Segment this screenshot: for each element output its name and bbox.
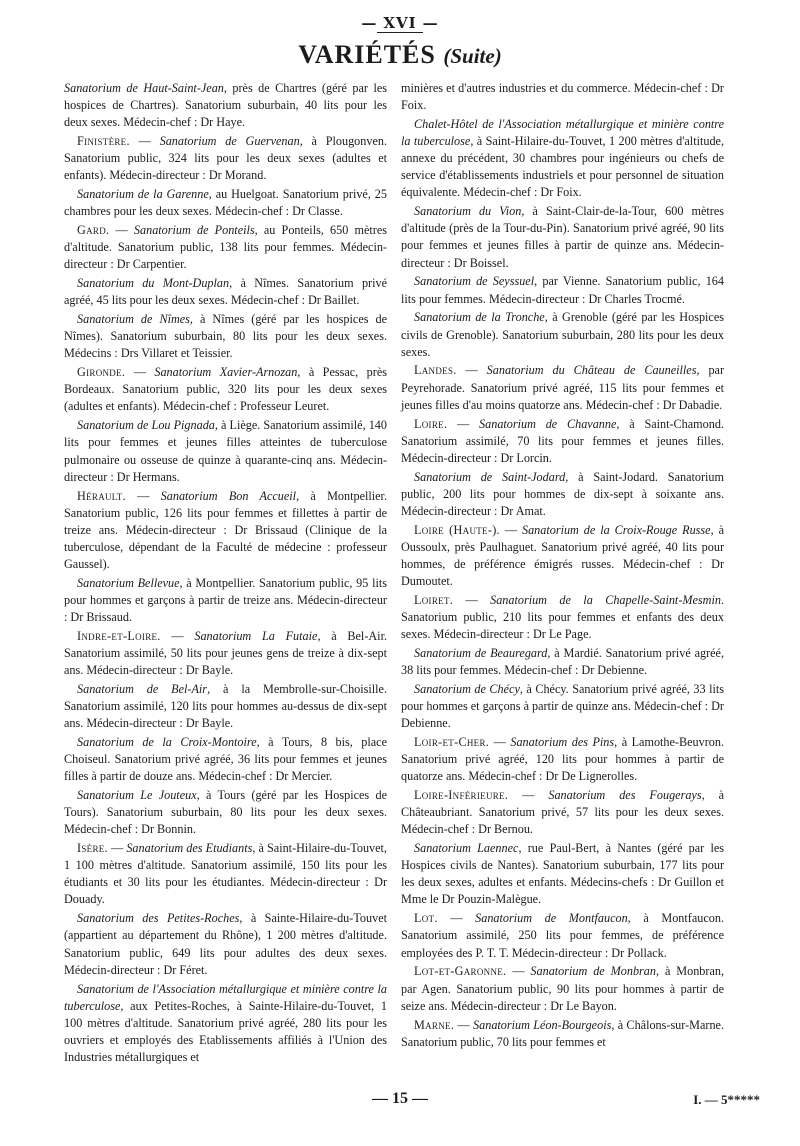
- department-name: Lot.: [414, 911, 438, 926]
- text-columns: [64, 80, 746, 1090]
- entry-paragraph: Loir-et-Cher. — Sanatorium des Pins, à Lamothe-Beuvron. Sanatorium privé agréé, 120 lits pour hommes à partir de quatorze ans. Médecin-chef : Dr De Lignerolles.: [401, 735, 725, 784]
- entry-paragraph: [64, 417, 387, 485]
- entry-text: , à Saint-Chamond. Sanatorium assimilé, 70 lits pour femmes et jeunes filles. Médecin-directeur : Dr Lorcin.: [401, 416, 724, 465]
- sanatorium-name: Sanatorium des Etudiants: [126, 841, 253, 856]
- sanatorium-name: Sanatorium de Monbran: [530, 964, 656, 979]
- entry-text: , aux Petites-Roches, à Sainte-Hilaire-du-Touvet, 1 100 mètres d'altitude. Sanatorium privé agréé, 280 lits pour les ouvriers et employés des Etablissements affiliés à l'Union des Industries métallurgiques et: [64, 998, 387, 1064]
- entry-paragraph: [64, 681, 387, 732]
- sanatorium-name: Sanatorium de Haut-Saint-Jean: [64, 81, 224, 95]
- department-name: Finistère.: [77, 134, 130, 149]
- sanatorium-name: Sanatorium de Guervenan: [159, 134, 300, 149]
- sanatorium-name: Sanatorium du Château de Cauneilles: [486, 363, 697, 378]
- entry-paragraph: Loire. — Sanatorium de Chavanne, à Saint-Chamond. Sanatorium assimilé, 70 lits pour femmes et jeunes filles. Médecin-directeur : Dr Lorcin.: [401, 416, 724, 465]
- sanatorium-name: Sanatorium de la Chapelle-Saint-Mesmin: [490, 592, 721, 607]
- entry-text: , à Tours (géré par les Hospices de Tours). Sanatorium suburbain, 80 lits pour les deux sexes. Médecin-chef : Dr Bonnin.: [64, 788, 387, 837]
- entry-text: , à Montpellier. Sanatorium public, 95 lits pour hommes et garçons à partir de treize ans. Médecin-directeur : Dr Brissaud.: [64, 575, 387, 624]
- entry-paragraph: Lot. — Sanatorium de Montfaucon, à Montfaucon. Sanatorium assimilé, 250 lits pour femmes, de préférence employées des P. T. T. Médecin-directeur : Dr Pollack.: [401, 911, 724, 960]
- entry-text: , à Saint-Jodard. Sanatorium public, 200 lits pour hommes de dix-sept à soixante ans. Médecin-directeur : Dr Amat.: [401, 469, 724, 518]
- entry-text: , à Oussoulx, près Paulhaguet. Sanatorium privé agréé, 40 lits pour hommes, de préférence émigrés russes. Médecin-chef : Dr Dumoutet.: [401, 522, 724, 588]
- sanatorium-name: Sanatorium de Saint-Jodard: [414, 469, 566, 484]
- entry-paragraph: [401, 681, 724, 732]
- page-title: [0, 40, 800, 70]
- entry-text: minières et d'autres industries et du commerce. Médecin-chef : Dr Foix.: [401, 81, 724, 113]
- sanatorium-name: Sanatorium de Montfaucon: [475, 911, 628, 926]
- entry-text: , au Ponteils, 650 mètres d'altitude. Sanatorium public, 138 lits pour femmes. Médecin-directeur : Dr Carpentier.: [64, 223, 388, 272]
- entry-text: , à la Membrolle-sur-Choisille. Sanatorium assimilé, 120 lits pour hommes au-dessus de dix-sept ans. Médecin-directeur : Dr Bayle.: [64, 681, 387, 731]
- department-name: Indre-et-Loire.: [77, 628, 161, 643]
- page-number-roman: — XVI —: [361, 14, 439, 32]
- department-name: Marne.: [414, 1017, 455, 1032]
- entry-text: , à Nîmes. Sanatorium privé agréé, 45 lits pour les deux sexes. Médecin-chef : Dr Baillet.: [64, 276, 387, 308]
- sanatorium-name: Sanatorium Laennec: [414, 841, 519, 856]
- entry-paragraph: [401, 645, 724, 679]
- sanatorium-name: Sanatorium de la Croix-Rouge Russe: [521, 522, 711, 537]
- title-main: VARIÉTÉS: [298, 40, 436, 69]
- sanatorium-name: Sanatorium de l'Association métallurgique et minière contre la tuberculose: [64, 981, 387, 1013]
- page-number: — 15 —: [372, 1090, 428, 1107]
- entry-text: , par Vienne. Sanatorium public, 164 lits pour femmes. Médecin-directeur : Dr Charles Trocmé.: [401, 274, 724, 306]
- entry-paragraph: Isère. — Sanatorium des Etudiants, à Saint-Hilaire-du-Touvet, 1 100 mètres d'altitude. Sanatorium assimilé, 150 lits pour les étudiants et 30 lits pour les étudiantes. Médecin-directeur : Dr Douady.: [64, 841, 387, 907]
- entry-text: , à Sainte-Hilaire-du-Touvet (appartient au département du Rhône), 1 200 mètres d'altitude. Sanatorium public, 649 lits pour adultes des deux sexes. Médecin-directeur : Dr Féret.: [64, 911, 387, 977]
- entry-text: , à Monbran, par Agen. Sanatorium public, 90 lits pour hommes à partir de seize ans. Médecin-directeur : Dr Le Bayon.: [401, 964, 725, 1013]
- sanatorium-name: Sanatorium du Vion: [414, 204, 522, 219]
- entry-text: . Sanatorium public, 210 lits pour femmes et enfants des deux sexes. Médecin-directeur : Dr Le Page.: [401, 592, 725, 642]
- entry-text: , à Tours, 8 bis, place Choiseul. Sanatorium privé agréé, 36 lits pour femmes et jeunes filles à partir de douze ans. Médecin-chef : Dr Mercier.: [64, 735, 387, 784]
- entry-paragraph: [64, 80, 387, 131]
- entry-text: , à Montfaucon. Sanatorium assimilé, 250 lits pour femmes, de préférence employées des P. T. T. Médecin-directeur : Dr Pollack.: [401, 911, 724, 960]
- entry-paragraph: [64, 910, 387, 978]
- entry-paragraph: Finistère. — Sanatorium de Guervenan, à Plougonven. Sanatorium public, 324 lits pour les deux sexes (adultes et enfants). Médecin-directeur : Dr Morand.: [64, 134, 388, 183]
- entry-text: , à Saint-Hilaire-du-Touvet, 1 200 mètres d'altitude, annexe du précédent, 30 chambres pour ingénieurs ou chefs de service d'établissements industriels et pour personnel de situation équivalente. Médecin-chef : Dr Foix.: [401, 134, 724, 200]
- sanatorium-name: Sanatorium de Beauregard: [414, 645, 548, 660]
- entry-paragraph: Loiret. — Sanatorium de la Chapelle-Saint-Mesmin. Sanatorium public, 210 lits pour femmes et enfants des deux sexes. Médecin-directeur : Dr Le Page.: [401, 592, 725, 642]
- entry-text: , au Huelgoat. Sanatorium privé, 25 chambres pour les deux sexes. Médecin-chef : Dr Classe.: [64, 187, 387, 219]
- department-name: Hérault.: [77, 488, 126, 503]
- entry-text: , à Bel-Air. Sanatorium assimilé, 50 lits pour jeunes gens de treize à dix-sept ans. Médecin-directeur : Dr Bayle.: [64, 628, 387, 678]
- sanatorium-name: Sanatorium de la Croix-Montoire: [77, 735, 257, 750]
- entry-paragraph: Landes. — Sanatorium du Château de Cauneilles, par Peyrehorade. Sanatorium privé agréé, 115 lits pour femmes et jeunes filles d'au moins quatorze ans. Médecin-chef : Dr Dabadie.: [401, 363, 725, 412]
- entry-text: , à Châteaubriant. Sanatorium privé, 57 lits pour les deux sexes. Médecin-chef : Dr Bernou.: [401, 788, 724, 837]
- signature-mark: I. — 5*****: [693, 1092, 760, 1107]
- department-name: Loiret.: [414, 592, 454, 607]
- entry-paragraph: [64, 734, 387, 785]
- entry-text: , à Saint-Clair-de-la-Tour, 600 mètres d'altitude (près de la Tour-du-Pin). Sanatorium privé agréé, 90 lits pour femmes et jeunes filles à partir de quinze ans. Médecin-directeur : Dr Boissel.: [401, 204, 724, 270]
- entry-paragraph: [64, 311, 387, 362]
- sanatorium-name: Sanatorium de Bel-Air: [77, 681, 208, 696]
- entry-paragraph: [401, 469, 724, 520]
- entry-text: , à Pessac, près Bordeaux. Sanatorium public, 320 lits pour les deux sexes (adultes et enfants). Médecin-chef : Professeur Leuret.: [64, 365, 387, 414]
- department-name: Loire-Inférieure.: [414, 788, 509, 803]
- entry-paragraph: Loire (Haute-). — Sanatorium de la Croix-Rouge Russe, à Oussoulx, près Paulhaguet. Sanatorium privé agréé, 40 lits pour hommes, de préférence émigrés russes. Médecin-chef : Dr Dumoutet.: [401, 522, 724, 588]
- entry-text: , à Grenoble (géré par les Hospices civils de Grenoble). Sanatorium suburbain, 280 lits pour les deux sexes.: [401, 310, 724, 359]
- entry-paragraph: Gironde. — Sanatorium Xavier-Arnozan, à Pessac, près Bordeaux. Sanatorium public, 320 lits pour les deux sexes (adultes et enfants). Médecin-chef : Professeur Leuret.: [64, 365, 387, 414]
- sanatorium-name: Sanatorium de Lou Pignada: [77, 418, 215, 433]
- entry-paragraph: Loire-Inférieure. — Sanatorium des Fougerays, à Châteaubriant. Sanatorium privé, 57 lits pour les deux sexes. Médecin-chef : Dr Bernou.: [401, 788, 724, 837]
- department-name: Gironde.: [77, 365, 126, 380]
- entry-text: , à Liège. Sanatorium assimilé, 140 lits pour femmes et jeunes filles atteintes de tuberculose pulmonaire ou osseuse de quinze à quarante-cinq ans. Médecin-directeur : Dr Hermans.: [64, 418, 387, 484]
- entry-text: , à Mardié. Sanatorium privé agréé, 38 lits pour femmes. Médecin-chef : Dr Debienne.: [401, 645, 725, 678]
- sanatorium-name: Sanatorium des Fougerays: [548, 788, 702, 803]
- entry-text: , près de Chartres (géré par les hospices de Chartres). Sanatorium suburbain, 40 lits pour les deux sexes. Médecin-chef : Dr Haye.: [64, 81, 387, 130]
- entry-paragraph: [401, 273, 724, 307]
- sanatorium-name: Sanatorium Bon Accueil: [160, 488, 297, 503]
- entry-text: , à Lamothe-Beuvron. Sanatorium privé agréé, 120 lits pour hommes à partir de quatorze ans. Médecin-chef : Dr De Lignerolles.: [401, 735, 725, 784]
- sanatorium-name: Chalet-Hôtel de l'Association métallurgique et minière contre la tuberculose: [401, 116, 724, 149]
- department-name: Loire (Haute-).: [414, 522, 500, 537]
- entry-text: , à Plougonven. Sanatorium public, 324 lits pour les deux sexes (adultes et enfants). Médecin-directeur : Dr Morand.: [64, 134, 388, 183]
- sanatorium-name: Sanatorium de Ponteils: [133, 223, 255, 238]
- left-column: [64, 80, 387, 1068]
- sanatorium-name: Sanatorium Le Jouteux: [77, 788, 197, 803]
- sanatorium-name: Sanatorium des Pins: [510, 735, 615, 750]
- sanatorium-name: Sanatorium de Seyssuel: [414, 274, 535, 289]
- sanatorium-name: Sanatorium de la Garenne: [77, 187, 209, 202]
- entry-paragraph: Hérault. — Sanatorium Bon Accueil, à Montpellier. Sanatorium public, 126 lits pour femmes et fillettes à partir de treize ans. Médecin-directeur : Dr Brissaud (Clinique de la tuberculose, dépendant de la Faculté de médecine : professeur Gaussel).: [64, 488, 387, 571]
- entry-paragraph: Indre-et-Loire. — Sanatorium La Futaie, à Bel-Air. Sanatorium assimilé, 50 lits pour jeunes gens de treize à dix-sept ans. Médecin-directeur : Dr Bayle.: [64, 628, 387, 678]
- entry-text: , à Chécy. Sanatorium privé agréé, 33 lits pour hommes et garçons à partir de quinze ans. Médecin-chef : Dr Debienne.: [401, 681, 725, 731]
- entry-paragraph: [64, 787, 387, 838]
- entry-paragraph: [401, 80, 724, 114]
- entry-paragraph: [64, 981, 387, 1066]
- sanatorium-name: Sanatorium La Futaie: [194, 628, 318, 643]
- right-column: [401, 80, 724, 1053]
- entry-paragraph: [401, 116, 724, 201]
- sanatorium-name: Sanatorium de Nîmes: [77, 312, 190, 327]
- entry-text: , rue Paul-Bert, à Nantes (géré par les Hospices civils de Nantes). Sanatorium suburbain, 177 lits pour les deux sexes, adultes et enfants. Médecins-chefs : Dr Guillon et Mme le Dr Pouzin-Malègue.: [401, 841, 725, 907]
- entry-text: , par Peyrehorade. Sanatorium privé agréé, 115 lits pour femmes et jeunes filles d'au moins quatorze ans. Médecin-chef : Dr Dabadie.: [401, 363, 725, 412]
- title-suffix: (Suite): [443, 44, 502, 68]
- department-name: Isère.: [77, 841, 108, 856]
- department-name: Gard.: [77, 223, 110, 238]
- sanatorium-name: Sanatorium du Mont-Duplan: [77, 276, 230, 291]
- sanatorium-name: Sanatorium de la Tronche: [414, 310, 545, 325]
- sanatorium-name: Sanatorium de Chavanne: [479, 416, 617, 431]
- entry-text: , à Nîmes (géré par les hospices de Nîmes). Sanatorium suburbain, 80 lits pour les deux sexes. Médecins : Drs Villaret et Teissier.: [64, 312, 387, 361]
- department-name: Loire.: [414, 416, 448, 431]
- entry-paragraph: [64, 575, 387, 626]
- sanatorium-name: Sanatorium des Petites-Roches: [77, 911, 240, 926]
- entry-paragraph: Gard. — Sanatorium de Ponteils, au Ponteils, 650 mètres d'altitude. Sanatorium public, 138 lits pour femmes. Médecin-directeur : Dr Carpentier.: [64, 223, 388, 272]
- department-name: Landes.: [414, 363, 457, 378]
- entry-paragraph: [401, 840, 724, 908]
- sanatorium-name: Sanatorium de Chécy: [414, 681, 520, 696]
- entry-paragraph: [64, 186, 387, 220]
- entry-text: , à Châlons-sur-Marne. Sanatorium public, 70 lits pour femmes et: [401, 1017, 725, 1049]
- department-name: Loir-et-Cher.: [414, 735, 490, 750]
- entry-text: , à Saint-Hilaire-du-Touvet, 1 100 mètres d'altitude. Sanatorium assimilé, 150 lits pour les étudiants et 30 lits pour les étudiantes. Médecin-directeur : Dr Douady.: [64, 841, 387, 907]
- entry-paragraph: Marne. — Sanatorium Léon-Bourgeois, à Châlons-sur-Marne. Sanatorium public, 70 lits pour femmes et: [401, 1017, 725, 1049]
- entry-paragraph: [401, 309, 724, 360]
- entry-text: , à Montpellier. Sanatorium public, 126 lits pour femmes et fillettes à partir de treize ans. Médecin-directeur : Dr Brissaud (Clinique de la tuberculose, dépendant de la Faculté de médecine : professeur Gaussel).: [64, 488, 387, 571]
- sanatorium-name: Sanatorium Xavier-Arnozan: [154, 365, 298, 380]
- sanatorium-name: Sanatorium Léon-Bourgeois: [473, 1017, 612, 1032]
- entry-paragraph: Lot-et-Garonne. — Sanatorium de Monbran, à Monbran, par Agen. Sanatorium public, 90 lits pour hommes à partir de seize ans. Médecin-directeur : Dr Le Bayon.: [401, 964, 725, 1013]
- entry-paragraph: [64, 275, 387, 309]
- department-name: Lot-et-Garonne.: [414, 964, 507, 979]
- entry-paragraph: [401, 203, 724, 271]
- sanatorium-name: Sanatorium Bellevue: [77, 575, 180, 590]
